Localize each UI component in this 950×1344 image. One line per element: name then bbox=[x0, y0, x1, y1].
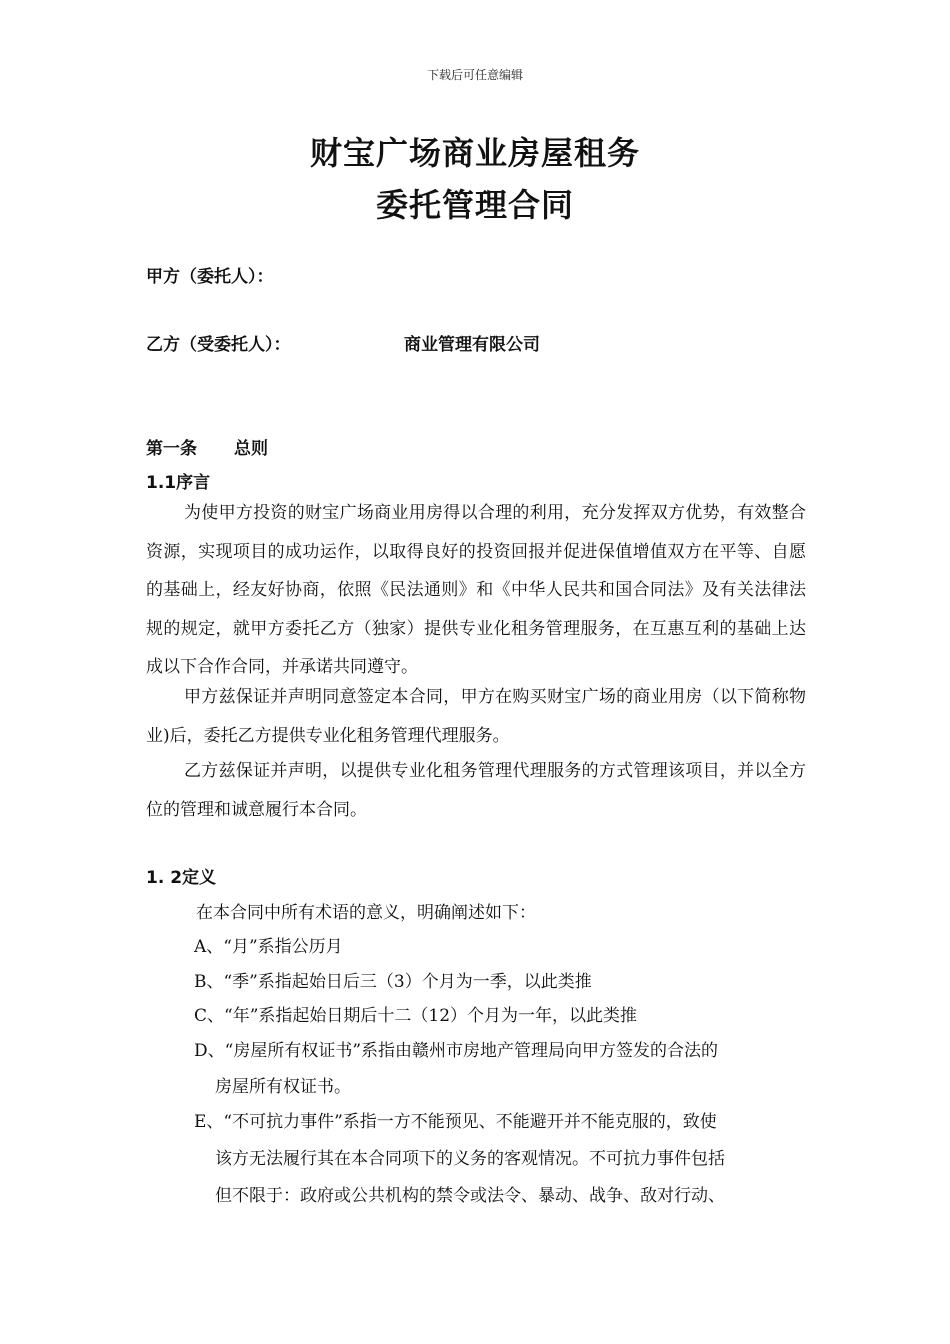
header-note: 下载后可任意编辑 bbox=[426, 68, 523, 82]
definition-d-line1: D、“房屋所有权证书”系指由赣州市房地产管理局向甲方签发的合法的 bbox=[194, 1041, 719, 1061]
definition-e-line3: 但不限于：政府或公共机构的禁令或法令、暴动、战争、敌对行动、 bbox=[215, 1186, 725, 1206]
party-a-label: 甲方（委托人）： bbox=[146, 267, 274, 287]
definitions-intro: 在本合同中所有术语的意义，明确阐述如下： bbox=[196, 903, 536, 923]
preamble-paragraph-2: 甲方兹保证并声明同意签定本合同，甲方在购买财宝广场的商业用房（以下简称物业)后，委托乙方提供专业化租务管理代理服务。 bbox=[146, 687, 806, 746]
document-title-line2: 委托管理合同 bbox=[375, 186, 574, 224]
party-b-label: 乙方（受委托人）： bbox=[146, 335, 291, 355]
definition-c: C、“年”系指起始日期后十二（12）个月为一年，以此类推 bbox=[194, 1006, 638, 1026]
preamble-paragraph-3: 乙方兹保证并声明，以提供专业化租务管理代理服务的方式管理该项目，并以全方位的管理和诚意履行本合同。 bbox=[146, 761, 806, 820]
party-b-name: 商业管理有限公司 bbox=[404, 335, 540, 355]
document-title-line1: 财宝广场商业房屋租务 bbox=[309, 134, 640, 172]
definition-d-line2: 房屋所有权证书。 bbox=[215, 1077, 351, 1097]
article1-title: 总则 bbox=[234, 439, 268, 459]
definition-b: B、“季”系指起始日后三（3）个月为一季，以此类推 bbox=[194, 972, 592, 992]
definition-e-line1: E、“不可抗力事件”系指一方不能预见、不能避开并不能克服的，致使 bbox=[194, 1112, 717, 1132]
section-1-1-heading: 1.1序言 bbox=[146, 473, 211, 493]
article1-heading: 第一条 bbox=[146, 439, 197, 459]
definition-e-line2: 该方无法履行其在本合同项下的义务的客观情况。不可抗力事件包括 bbox=[215, 1149, 725, 1169]
preamble-paragraph-1: 为使甲方投资的财宝广场商业用房得以合理的利用，充分发挥双方优势，有效整合资源，实现项目的成功运作，以取得良好的投资回报并促进保值增值双方在平等、自愿的基础上，经友好协商，依照《民法通则》和《中华人民共和国合同法》及有关法律法规的规定，就甲方委托乙方（独家）提供专业化租务管理服务，在互惠互利的基础上达成以下合作合同，并承诺共同遵守。 bbox=[146, 503, 806, 678]
definition-a: A、“月”系指公历月 bbox=[194, 937, 343, 957]
section-1-2-heading: 1. 2定义 bbox=[146, 868, 217, 888]
